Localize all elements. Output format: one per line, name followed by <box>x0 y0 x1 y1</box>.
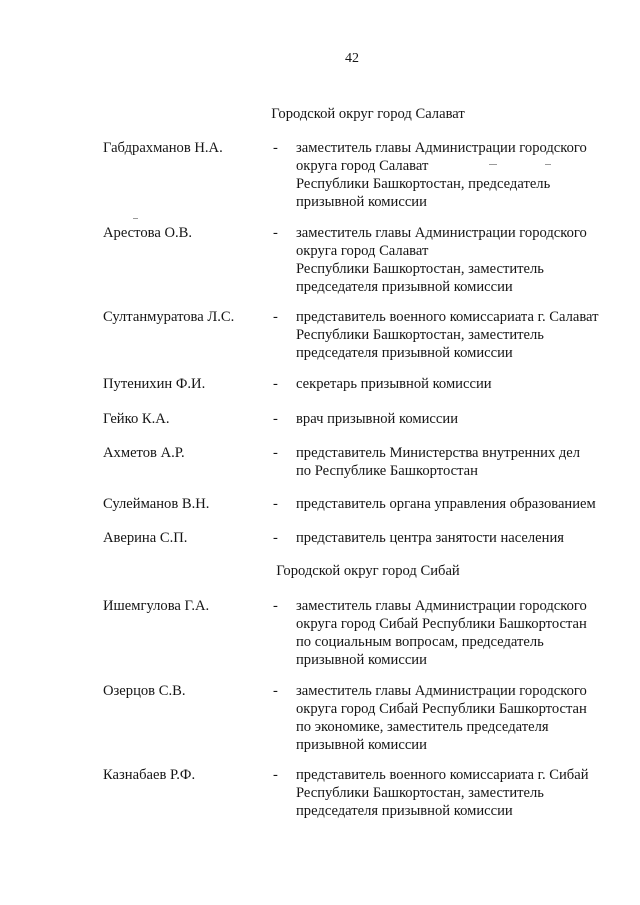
member-entry <box>0 139 640 219</box>
role-line: округа город Салават <box>296 243 429 259</box>
member-name: Ахметов А.Р. <box>103 445 185 461</box>
role-line: по социальным вопросам, председатель <box>296 634 544 650</box>
role-line: округа город Салават <box>296 158 429 174</box>
member-name: Гейко К.А. <box>103 411 170 427</box>
role-line: заместитель главы Администрации городского <box>296 225 587 241</box>
member-dash: - <box>273 530 278 546</box>
role-line: Республики Башкортостан, председатель <box>296 176 551 192</box>
role-line: призывной комиссии <box>296 737 427 753</box>
role-line: представитель Министерства внутренних дел <box>296 445 581 461</box>
scan-speck <box>133 218 138 219</box>
member-role <box>296 375 631 393</box>
member-dash: - <box>273 376 278 392</box>
member-dash: - <box>273 140 278 156</box>
member-name: Путенихин Ф.И. <box>103 376 206 392</box>
member-name: Габдрахманов Н.А. <box>103 140 223 156</box>
role-line: Республики Башкортостан, заместитель <box>296 261 544 277</box>
member-name: Арестова О.В. <box>103 225 193 241</box>
member-name: Аверина С.П. <box>103 530 188 546</box>
member-dash: - <box>273 598 278 614</box>
role-line: заместитель главы Администрации городского <box>296 598 587 614</box>
member-name: Султанмуратова Л.С. <box>103 309 235 325</box>
member-role <box>296 308 631 362</box>
role-line: заместитель главы Администрации городского <box>296 683 587 699</box>
member-role <box>296 682 631 754</box>
member-name: Сулейманов В.Н. <box>103 496 210 512</box>
member-entry <box>0 597 640 677</box>
role-line: призывной комиссии <box>296 652 427 668</box>
role-line: председателя призывной комиссии <box>296 345 513 361</box>
member-name: Казнабаев Р.Ф. <box>103 767 196 783</box>
member-dash: - <box>273 411 278 427</box>
member-dash: - <box>273 496 278 512</box>
role-line: врач призывной комиссии <box>296 411 458 427</box>
member-name: Озерцов С.В. <box>103 683 186 699</box>
role-line: округа город Сибай Республики Башкортостан <box>296 616 587 632</box>
member-entry <box>0 766 640 846</box>
role-line: заместитель главы Администрации городского <box>296 140 587 156</box>
member-role <box>296 529 631 547</box>
member-role <box>296 224 631 296</box>
role-line: округа город Сибай Республики Башкортостан <box>296 701 587 717</box>
scan-speck <box>545 164 551 165</box>
role-line: Республики Башкортостан, заместитель <box>296 785 544 801</box>
member-dash: - <box>273 767 278 783</box>
member-dash: - <box>273 445 278 461</box>
page-number: 42 <box>345 51 359 66</box>
member-role <box>296 139 631 211</box>
role-line: секретарь призывной комиссии <box>296 376 492 392</box>
scan-speck <box>489 164 497 165</box>
role-line: председателя призывной комиссии <box>296 803 513 819</box>
role-line: по Республике Башкортостан <box>296 463 478 479</box>
role-line: представитель военного комиссариата г. Сибай <box>296 767 589 783</box>
role-line: председателя призывной комиссии <box>296 279 513 295</box>
section-heading-sibay: Городской округ город Сибай <box>276 563 460 579</box>
member-name: Ишемгулова Г.А. <box>103 598 210 614</box>
member-dash: - <box>273 225 278 241</box>
member-dash: - <box>273 683 278 699</box>
member-role <box>296 597 631 669</box>
member-entry <box>0 682 640 762</box>
member-role <box>296 410 631 428</box>
member-role <box>296 766 631 820</box>
role-line: представитель центра занятости населения <box>296 530 564 546</box>
role-line: Республики Башкортостан, заместитель <box>296 327 544 343</box>
role-line: по экономике, заместитель председателя <box>296 719 549 735</box>
member-dash: - <box>273 309 278 325</box>
member-role <box>296 444 631 480</box>
role-line: представитель органа управления образованием <box>296 496 596 512</box>
section-heading-salavat: Городской округ город Салават <box>271 106 465 122</box>
role-line: представитель военного комиссариата г. Салават <box>296 309 599 325</box>
member-role <box>296 495 631 513</box>
role-line: призывной комиссии <box>296 194 427 210</box>
member-entry <box>0 224 640 304</box>
